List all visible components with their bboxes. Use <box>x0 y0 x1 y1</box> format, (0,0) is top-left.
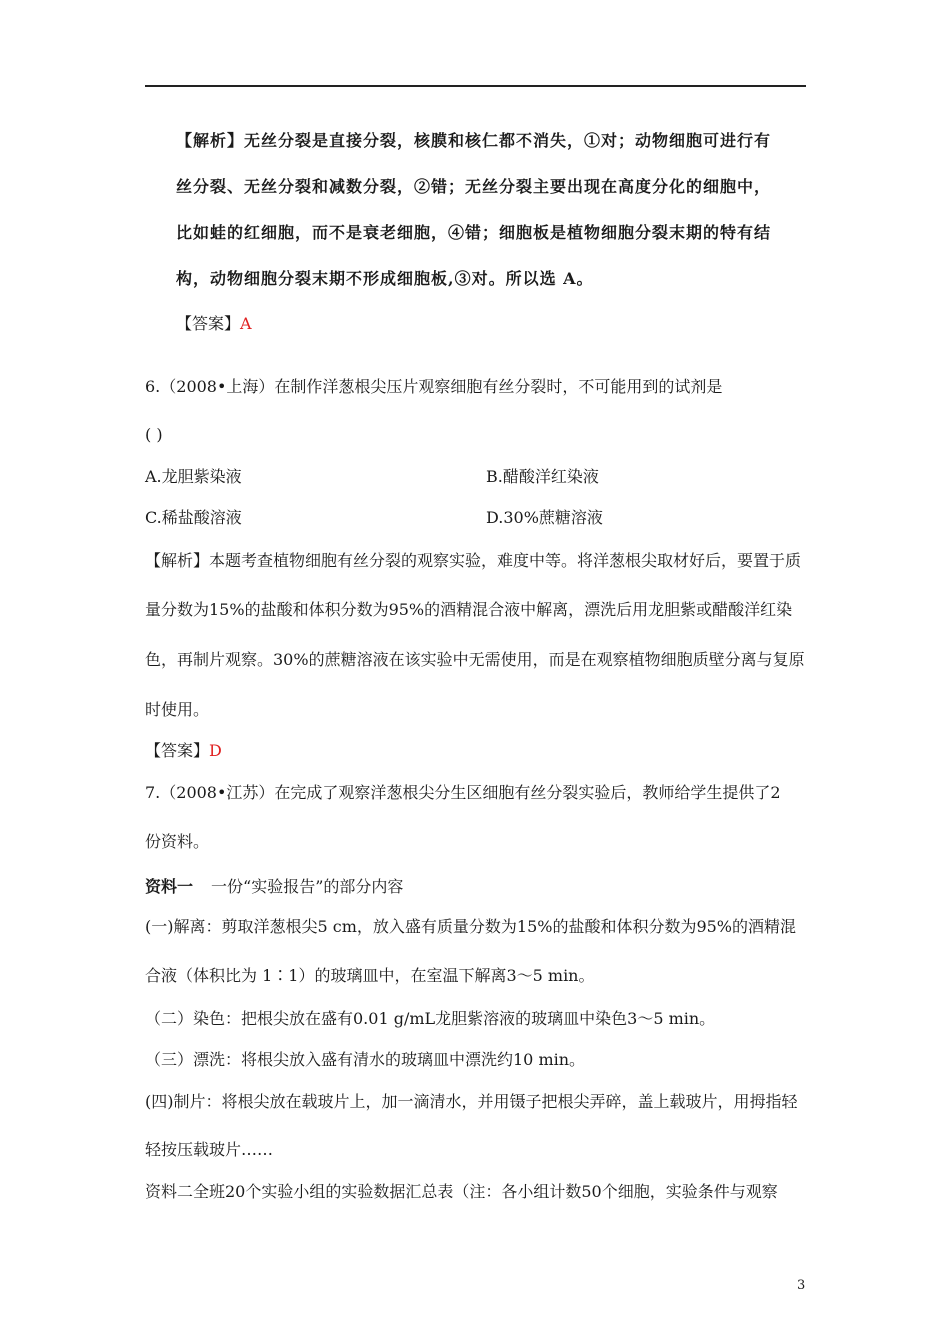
material-1-heading <box>145 877 403 897</box>
question-6-paren: ( ) <box>145 425 163 444</box>
analysis-5-line-4: 构，动物细胞分裂末期不形成细胞板,③对。所以选 A。 <box>176 269 594 288</box>
step-1-line-2: 合液（体积比为 1∶1）的玻璃皿中，在室温下解离3～5 min。 <box>145 966 595 985</box>
material-1-desc: 一份“实验报告”的部分内容 <box>211 877 404 896</box>
analysis-5-line-1: 【解析】无丝分裂是直接分裂，核膜和核仁都不消失，①对；动物细胞可进行有 <box>176 131 772 150</box>
answer-5 <box>176 314 252 334</box>
option-b: B.醋酸洋红染液 <box>486 467 599 486</box>
option-d: D.30%蔗糖溶液 <box>486 508 603 527</box>
analysis-5-line-3: 比如蛙的红细胞，而不是衰老细胞，④错；细胞板是植物细胞分裂末期的特有结 <box>176 223 772 242</box>
header-rule <box>145 85 806 87</box>
step-2: （二）染色：把根尖放在盛有0.01 g/mL龙胆紫溶液的玻璃皿中染色3～5 min。 <box>145 1009 716 1028</box>
question-7-stem-line-2: 份资料。 <box>145 832 210 851</box>
analysis-6-line-4: 时使用。 <box>145 700 210 719</box>
option-a: A.龙胆紫染液 <box>145 467 242 486</box>
answer-6 <box>145 741 222 761</box>
answer-6-label: 【答案】 <box>145 741 210 760</box>
answer-5-value: A <box>240 314 252 333</box>
step-3: （三）漂洗：将根尖放入盛有清水的玻璃皿中漂洗约10 min。 <box>145 1050 586 1069</box>
analysis-6-line-3: 色，再制片观察。30%的蔗糖溶液在该实验中无需使用，而是在观察植物细胞质壁分离与复原 <box>145 650 805 669</box>
answer-5-label: 【答案】 <box>176 314 241 333</box>
step-1-line-1: (一)解离：剪取洋葱根尖5 cm，放入盛有质量分数为15%的盐酸和体积分数为95%的酒精混 <box>145 917 797 936</box>
material-2-line: 资料二全班20个实验小组的实验数据汇总表（注：各小组计数50个细胞，实验条件与观察 <box>145 1182 778 1201</box>
analysis-5-line-2: 丝分裂、无丝分裂和减数分裂，②错；无丝分裂主要出现在高度分化的细胞中， <box>176 177 772 196</box>
analysis-6-line-2: 量分数为15%的盐酸和体积分数为95%的酒精混合液中解离，漂洗后用龙胆紫或醋酸洋红染 <box>145 600 793 619</box>
question-6-stem: 6.（2008•上海）在制作洋葱根尖压片观察细胞有丝分裂时，不可能用到的试剂是 <box>145 377 723 396</box>
question-7-stem-line-1: 7.（2008•江苏）在完成了观察洋葱根尖分生区细胞有丝分裂实验后，教师给学生提供了2 <box>145 783 781 802</box>
step-4-line-1: (四)制片：将根尖放在载玻片上，加一滴清水，并用镊子把根尖弄碎，盖上载玻片，用拇指轻 <box>145 1092 798 1111</box>
analysis-6-line-1: 【解析】本题考查植物细胞有丝分裂的观察实验，难度中等。将洋葱根尖取材好后，要置于质 <box>145 551 802 570</box>
material-1-title: 资料一 <box>145 877 194 896</box>
option-c: C.稀盐酸溶液 <box>145 508 242 527</box>
page-number: 3 <box>797 1278 806 1293</box>
step-4-line-2: 轻按压载玻片…… <box>145 1140 274 1159</box>
answer-6-value: D <box>209 741 222 760</box>
